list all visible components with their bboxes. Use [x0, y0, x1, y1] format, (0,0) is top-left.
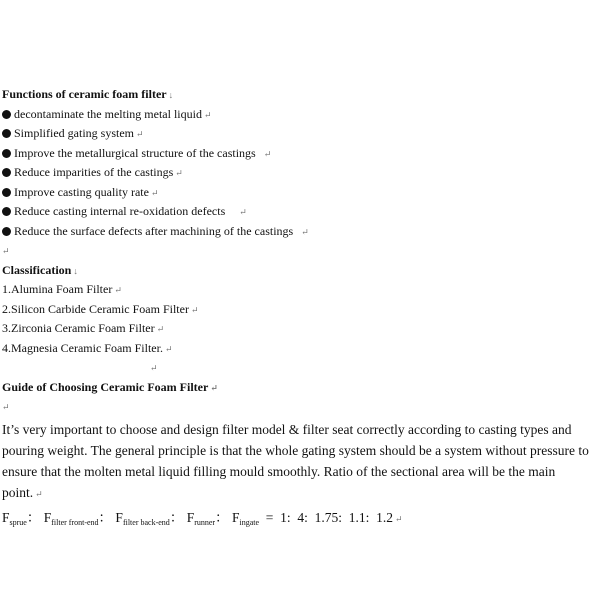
- formula-term: ingate: [239, 517, 260, 527]
- formula-symbol: F: [231, 509, 240, 525]
- function-item: Simplified gating system ↵: [0, 124, 600, 144]
- formula-term: filter back-end: [122, 517, 170, 527]
- formula-separator: ：: [215, 509, 229, 525]
- function-item: Reduce imparities of the castings ↵: [0, 163, 600, 183]
- paragraph-mark: ↵: [156, 324, 165, 334]
- classification-item: 2.Silicon Carbide Ceramic Foam Filter ↵: [2, 301, 199, 316]
- area-ratio-formula: [0, 507, 600, 534]
- function-item: Reduce casting internal re-oxidation defects ↵: [0, 202, 600, 222]
- bullet-dot-icon: [2, 110, 11, 119]
- classification-item: 4.Magnesia Ceramic Foam Filter. ↵: [2, 340, 173, 355]
- formula-separator: ：: [98, 509, 113, 525]
- empty-line: ↵: [2, 402, 10, 412]
- formula-symbol: F: [186, 509, 195, 525]
- paragraph-mark: ↵: [35, 488, 43, 499]
- function-item: Improve the metallurgical structure of the castings ↵: [0, 144, 600, 164]
- paragraph-mark: ↵: [136, 129, 144, 139]
- function-item: Reduce the surface defects after machining of the castings ↵: [0, 222, 600, 242]
- empty-line: ↵: [2, 246, 10, 256]
- paragraph-mark: ↵: [164, 343, 173, 354]
- bullet-dot-icon: [2, 149, 11, 158]
- formula-term: sprue: [9, 517, 27, 527]
- paragraph-mark: ↵: [263, 148, 272, 159]
- classification-heading: Classification ↓: [2, 262, 78, 277]
- paragraph-mark: ↵: [190, 304, 199, 315]
- document-body: [0, 85, 600, 534]
- paragraph-mark: ↵: [239, 207, 247, 217]
- bullet-dot-icon: [2, 207, 11, 216]
- paragraph-mark: ↵: [150, 187, 159, 198]
- paragraph-mark: ↵: [203, 109, 212, 120]
- heading-end-mark: ↓: [168, 90, 174, 100]
- formula-separator: ：: [169, 509, 184, 525]
- bullet-dot-icon: [2, 168, 11, 177]
- formula-symbol: F: [2, 509, 10, 525]
- bullet-dot-icon: [2, 129, 11, 138]
- guide-heading: Guide of Choosing Ceramic Foam Filter ↵: [2, 379, 218, 394]
- guide-paragraph: It’s very important to choose and design filter model & filter seat correctly according to casting types and pouring weight. The general principle is that the whole gating system should be a system without pressure to ensure that the molten metal liquid filling mould smoothly. Ratio of the sectional area will be the main point. ↵: [2, 421, 589, 500]
- formula-symbol: F: [115, 509, 123, 525]
- classification-item: 3.Zirconia Ceramic Foam Filter ↵: [2, 321, 165, 335]
- paragraph-mark: ↵: [175, 168, 183, 178]
- function-item: Improve casting quality rate ↵: [0, 183, 600, 203]
- paragraph-mark: ↵: [301, 226, 309, 237]
- formula-term: runner: [194, 517, 216, 527]
- bullet-dot-icon: [2, 188, 11, 197]
- paragraph-mark: ↵: [114, 285, 122, 295]
- formula-ratio: 1: 4: 1.75: 1.1: 1.2: [280, 509, 394, 525]
- empty-line: ↵: [150, 363, 158, 373]
- formula-equals: =: [265, 509, 274, 525]
- paragraph-mark: ↵: [210, 382, 218, 393]
- formula-separator: ：: [26, 509, 41, 525]
- bullet-dot-icon: [2, 227, 11, 236]
- formula-symbol: F: [43, 509, 52, 525]
- paragraph-mark: ↵: [395, 513, 403, 524]
- heading-end-mark: ↓: [73, 265, 78, 276]
- function-item: decontaminate the melting metal liquid ↵: [0, 105, 600, 125]
- formula-term: filter front-end: [51, 517, 99, 527]
- classification-item: 1.Alumina Foam Filter ↵: [2, 282, 122, 296]
- functions-heading: Functions of ceramic foam filter ↓: [2, 87, 174, 101]
